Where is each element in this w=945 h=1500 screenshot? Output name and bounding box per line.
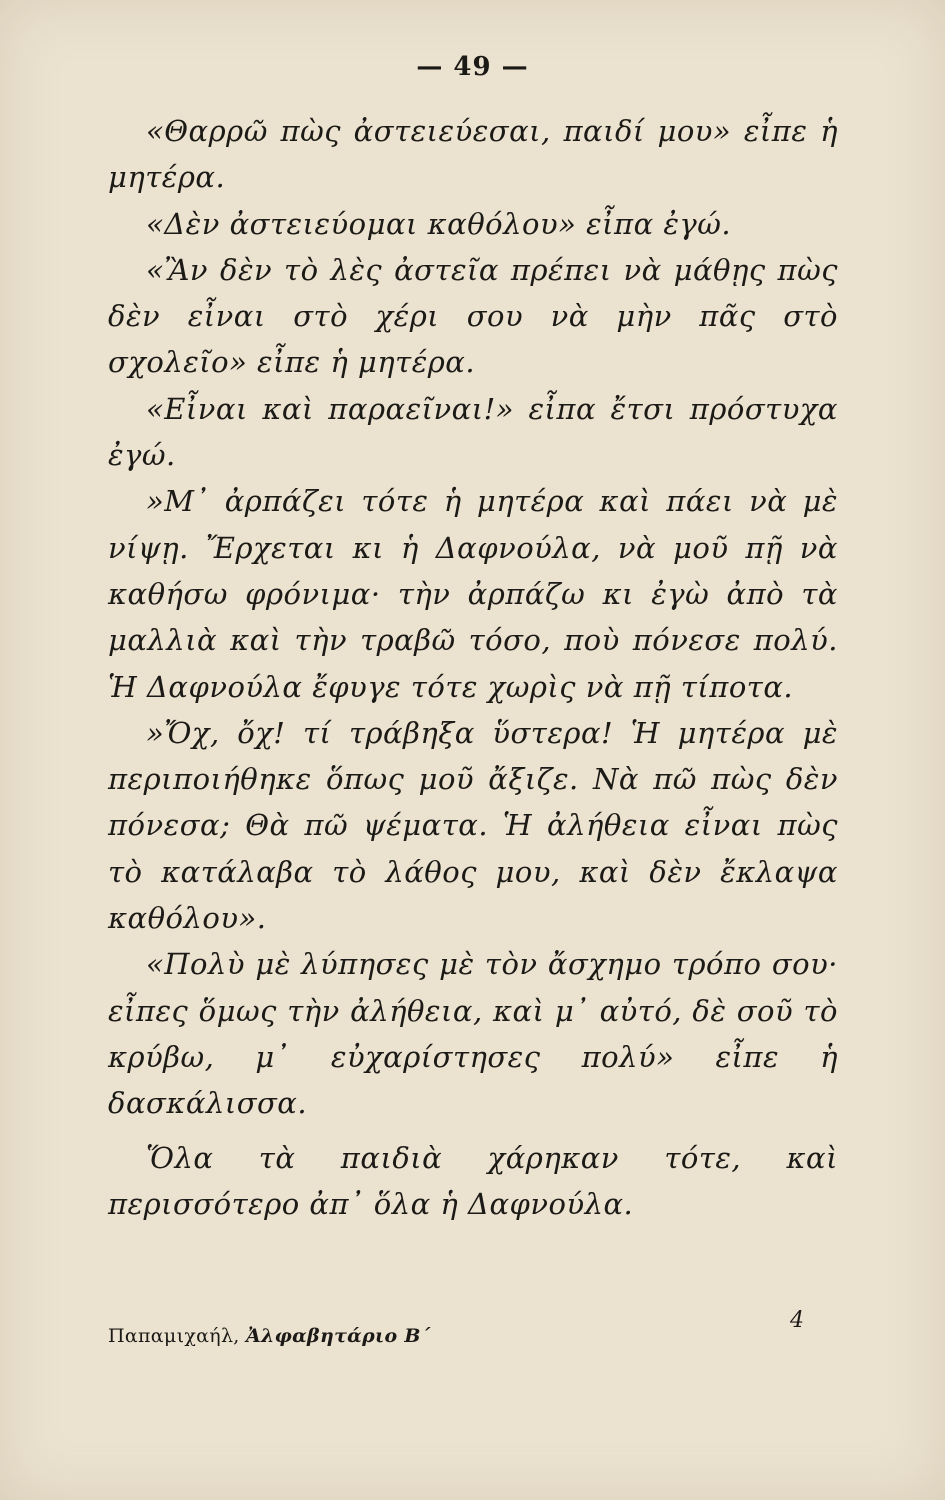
paragraph-1: «Θαρρῶ πὼς ἀστειεύεσαι, παιδί μου» εἶπε ἡ μητέρα. bbox=[108, 114, 838, 195]
paragraph-7: «Πολὺ μὲ λύπησες μὲ τὸν ἄσχημο τρόπο σου· εἶπες ὅμως τὴν ἀλήθεια, καὶ μ᾽ αὐτό, δὲ σοῦ τὸ κρύβω, μ᾽ εὐχαρίστησες πολύ» εἶπε ἡ δασκάλισσα. bbox=[108, 947, 838, 1121]
page-number: — 49 — bbox=[416, 52, 529, 82]
paragraph-3: «Ἂν δὲν τὸ λὲς ἀστεῖα πρέπει νὰ μάθῃς πὼς δὲν εἶναι στὸ χέρι σου νὰ μὴν πᾶς στὸ σχολεῖο» εἶπε ἡ μητέρα. bbox=[108, 252, 838, 380]
footer-author: Παπαμιχαήλ, bbox=[108, 1325, 240, 1347]
printer-signature-mark: 4 bbox=[790, 1308, 804, 1333]
footer-work-title: Ἀλφαβητάριο Β΄ bbox=[245, 1325, 431, 1347]
paragraph-8: Ὅλα τὰ παιδιὰ χάρηκαν τότε, καὶ περισσότερο ἀπ᾽ ὅλα ἡ Δαφνούλα. bbox=[108, 1140, 838, 1221]
paragraph-2: «Δὲν ἀστειεύομαι καθόλου» εἶπα ἐγώ. bbox=[146, 206, 732, 241]
paragraph-6: »Ὄχ, ὄχ! τί τράβηξα ὕστερα! Ἡ μητέρα μὲ περιποιήθηκε ὅπως μοῦ ἄξιζε. Νὰ πῶ πὼς δὲν πόνεσα; Θὰ πῶ ψέματα. Ἡ ἀλήθεια εἶναι πὼς τὸ κατάλαβα τὸ λάθος μου, καὶ δὲν ἔκλαψα καθόλου». bbox=[108, 715, 838, 936]
paragraph-5: »Μ᾽ ἀρπάζει τότε ἡ μητέρα καὶ πάει νὰ μὲ νίψῃ. Ἔρχεται κι ἡ Δαφνούλα, νὰ μοῦ πῇ νὰ καθήσω φρόνιμα· τὴν ἀρπάζω κι ἐγὼ ἀπὸ τὰ μαλλιὰ καὶ τὴν τραβῶ τόσο, ποὺ πόνεσε πολύ. Ἡ Δαφνούλα ἔφυγε τότε χωρὶς νὰ πῇ τίποτα. bbox=[108, 484, 838, 704]
paragraph-4: «Εἶναι καὶ παραεῖναι!» εἶπα ἔτσι πρόστυχα ἐγώ. bbox=[108, 391, 838, 473]
footer-credit bbox=[108, 1325, 431, 1347]
body-text bbox=[108, 108, 838, 1227]
